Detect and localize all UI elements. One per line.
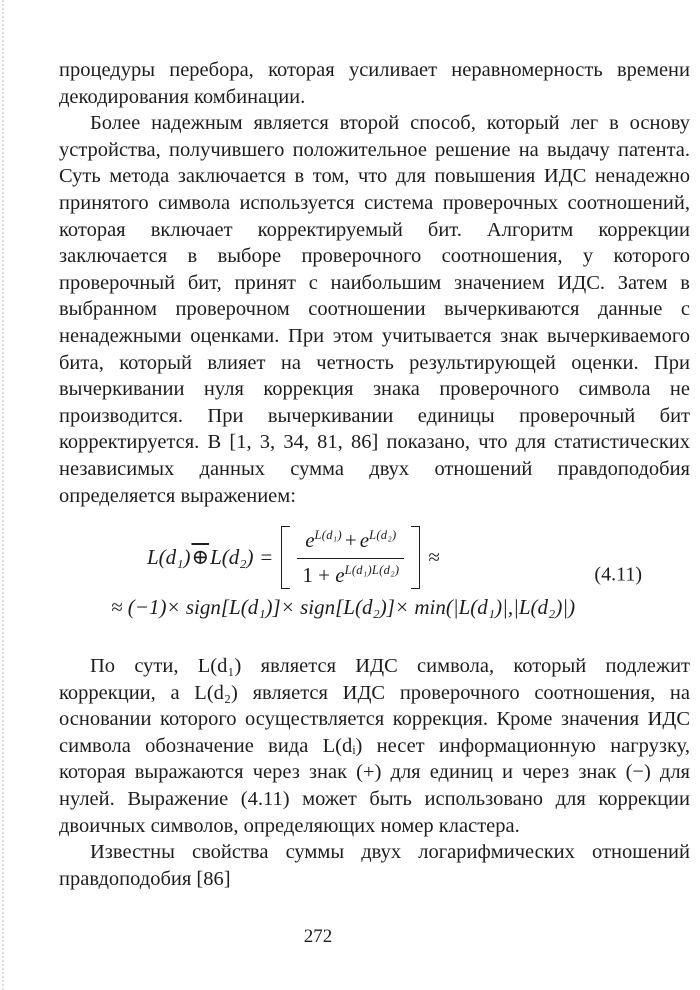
lhs-term-1: L(d₁) [147,545,191,570]
scan-edge-artifact [2,0,4,990]
right-bracket [411,526,420,589]
equation-number: (4.11) [594,563,642,586]
paragraph-known-properties: Известны свойства суммы двух логарифмических отношений правдоподобия [86] [59,841,690,890]
paragraph-continuation: процедуры перебора, которая усиливает неравномерность времени декодирования комбинации. [59,59,690,108]
approx-sign: ≈ [428,545,440,570]
fraction-denominator: $1 + e^{L(d_1)L(d_2)}$ [302,563,400,588]
text-block [59,57,690,892]
equals-sign: = [260,545,273,570]
page-number: 272 [303,926,333,947]
paragraph-ids-explanation: По сути, L(d₁) является ИДС символа, который подлежит коррекции, а L(d₂) является ИДС проверочного соотношения, на основании которого осуществляется коррекция. Кроме значения ИДС символа обозначение вида L(dᵢ) несет информационную нагрузку, которая выражаются через знак (+) для единиц и через знак (−) для нулей. Выражение (4.11) может быть использовано для коррекции двоичных символов, определяющих номер кластера. [59,655,690,837]
equation-4-11 [59,525,690,629]
fraction-numerator: $e^{L(d_1)} + e^{L(d_2)}$ [297,525,404,559]
equation-line-2: ≈ (−1)× sign[L(d₁)]× sign[L(d₂)]× min(|L(d₁)|,|L(d₂)|) [111,595,576,620]
fraction [294,525,407,590]
left-bracket [281,526,290,589]
paragraph-method-description: Более надежным является второй способ, который лег в основу устройства, получившего положительное решение на выдачу патента. Суть метода заключается в том, что для повышения ИДС ненадежно принятого символа используется система проверочных соотношений, которая включает корректируемый бит. Алгоритм коррекции заключается в выборе проверочного соотношения, у которого проверочный бит, принят с наибольшим значением ИДС. Затем в выбранном проверочном соотношении вычеркиваются данные с ненадежными оценками. При этом учитывается знак вычеркиваемого бита, который влияет на четность результирующей оценки. При вычеркивании нуля коррекция знака проверочного символа не производится. При вычеркивании единицы проверочный бит корректируется. В [1, 3, 34, 81, 86] показано, что для статистических независимых данных сумма двух отношений правдоподобия определяется выражением: [59,112,690,507]
lhs-term-2: L(d₂) [210,545,254,570]
boxed-plus-operator: ⊕ [191,545,210,570]
